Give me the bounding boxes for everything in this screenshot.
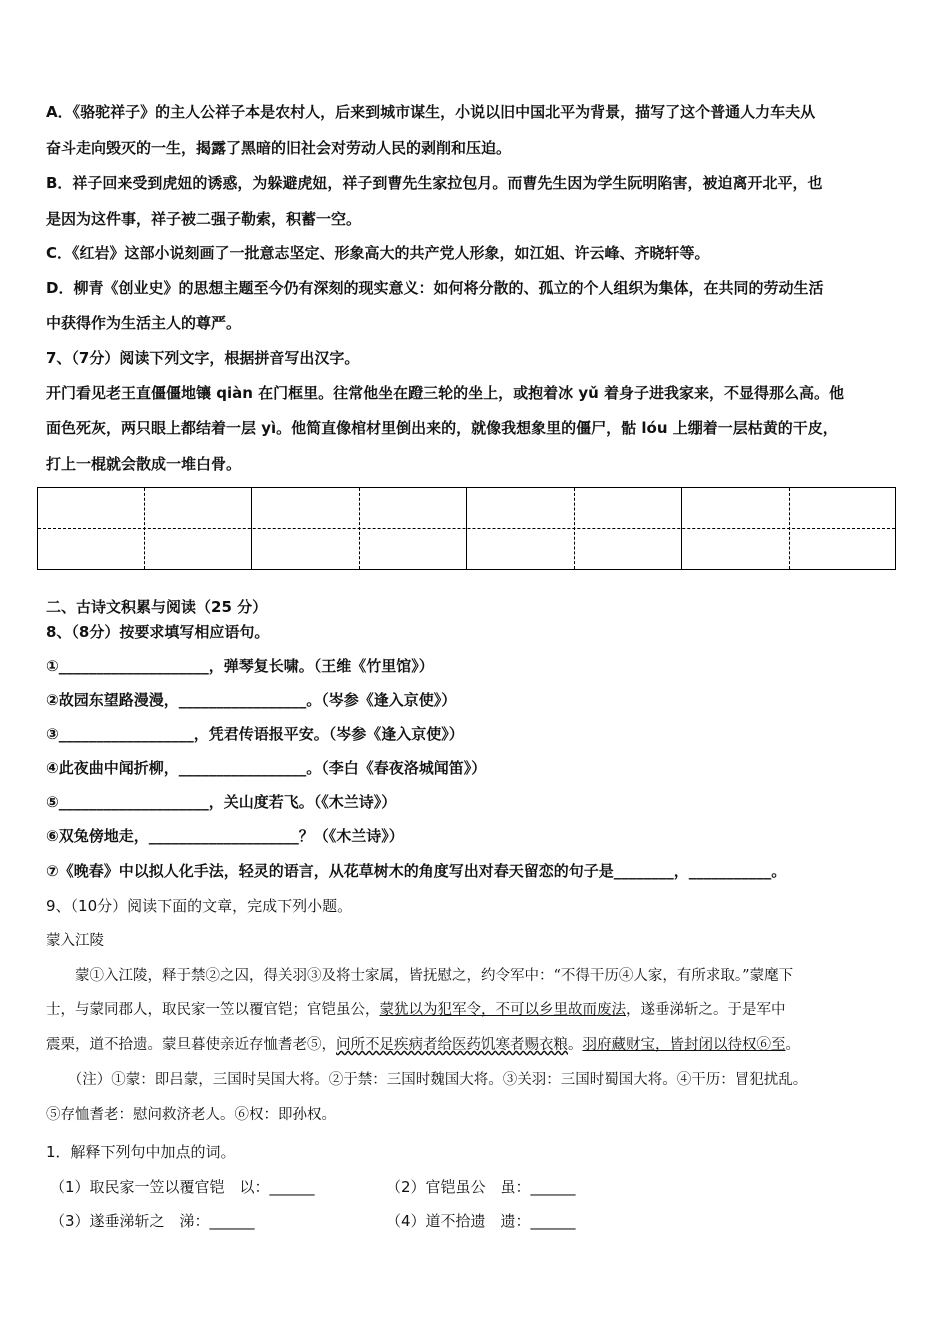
notes-line1: （注）①蒙：即吕蒙，三国时吴国大将。②于禁：三国时魏国大将。③关羽：三国时蜀国大将。④干历：冒犯扰乱。 xyxy=(46,1072,808,1088)
q8-item-6: ⑥双兔傍地走，____________________？（《木兰诗》） xyxy=(46,827,404,845)
q9-title: 9、（10分）阅读下面的文章，完成下列小题。 xyxy=(46,897,353,915)
option-b-line2: 是因为这件事，祥子被二强子勒索，积蓄一空。 xyxy=(46,210,362,228)
q7-line3: 打上一棍就会散成一堆白骨。 xyxy=(46,455,242,473)
q8-item-7: ⑦《晚春》中以拟人化手法，轻灵的语言，从花草树木的角度写出对春天留恋的句子是________，___________。 xyxy=(46,862,787,880)
underlined-sentence: 问所不足疾病者给医药饥寒者赐衣粮 xyxy=(336,1037,568,1053)
grid-divider xyxy=(574,488,575,569)
grid-divider xyxy=(681,488,682,569)
grid-divider xyxy=(359,488,360,569)
blank-3[interactable]: （3）遂垂涕斩之 涕：______ xyxy=(50,1212,255,1230)
text: 士，与蒙同郡人，取民家一笠以覆官铠；官铠虽公， xyxy=(46,1002,380,1018)
section-2-heading: 二、古诗文积累与阅读（25 分） xyxy=(46,598,268,616)
option-b-line1: B．祥子回来受到虎妞的诱惑，为躲避虎妞，祥子到曹先生家拉包月。而曹先生因为学生阮明陷害，被迫离开北平，也 xyxy=(46,174,823,192)
grid-divider xyxy=(466,488,467,569)
q7-line2: 面色死灰，两只眼上都结着一层 yì。他简直像棺材里倒出来的，就像我想象里的僵尸，骷 lóu 上绷着一层枯黄的干皮， xyxy=(46,419,838,437)
q8-item-5: ⑤____________________，关山度若飞。（《木兰诗》） xyxy=(46,793,397,811)
blank-2[interactable]: （2）官铠虽公 虽：______ xyxy=(386,1178,576,1196)
answer-grid[interactable] xyxy=(37,487,896,570)
option-d-line2: 中获得作为生活主人的尊严。 xyxy=(46,314,242,332)
q8-item-2: ②故园东望路漫漫，_________________。（岑参《逢入京使》） xyxy=(46,691,457,709)
q8-item-4: ④此夜曲中闻折柳，_________________。（李白《春夜洛城闻笛》） xyxy=(46,759,487,777)
option-c: C．《红岩》这部小说刻画了一批意志坚定、形象高大的共产党人形象，如江姐、许云峰、齐晓轩等。 xyxy=(46,244,710,262)
q8-title: 8、（8分）按要求填写相应语句。 xyxy=(46,623,270,641)
underlined-sentence: 蒙犹以为犯军令，不可以乡里故而废法 xyxy=(379,1002,626,1018)
notes-line2: ⑤存恤耆老：慰问救济老人。⑥权：即孙权。 xyxy=(46,1107,336,1123)
underlined-sentence: 羽府藏财宝，皆封闭以待权⑥至 xyxy=(582,1037,786,1053)
q8-item-1: ①____________________，弹琴复长啸。（王维《竹里馆》） xyxy=(46,657,434,675)
q7-title: 7、（7分）阅读下列文字，根据拼音写出汉字。 xyxy=(46,349,360,367)
text: ，遂垂涕斩之。于是军中 xyxy=(626,1002,786,1018)
passage-line1: 蒙①入江陵，释于禁②之囚，得关羽③及将士家属，皆抚慰之，约令军中：“不得干历④人家，有所求取。”蒙麾下 xyxy=(46,968,794,984)
option-d-line1: D．柳青《创业史》的思想主题至今仍有深刻的现实意义：如何将分散的、孤立的个人组织为集体，在共同的劳动生活 xyxy=(46,279,824,297)
grid-divider xyxy=(251,488,252,569)
blank-4[interactable]: （4）道不拾遗 遗：______ xyxy=(386,1212,576,1230)
q8-item-3: ③__________________，凭君传语报平安。（岑参《逢入京使》） xyxy=(46,725,464,743)
option-a-line2: 奋斗走向毁灭的一生，揭露了黑暗的旧社会对劳动人民的剥削和压迫。 xyxy=(46,139,512,157)
grid-divider xyxy=(144,488,145,569)
text: 震栗，道不拾遗。蒙旦暮使亲近存恤耆老⑤， xyxy=(46,1037,336,1053)
option-a-line1: A．《骆驼祥子》的主人公祥子本是农村人，后来到城市谋生，小说以旧中国北平为背景，描写了这个普通人力车夫从 xyxy=(46,103,816,121)
text: 。 xyxy=(568,1037,583,1053)
q7-line1: 开门看见老王直僵僵地镶 qiàn 在门框里。往常他坐在蹬三轮的坐上，或抱着冰 yǔ 着身子进我家来，不显得那么高。他 xyxy=(46,384,845,402)
text: 。 xyxy=(785,1037,800,1053)
blank-1[interactable]: （1）取民家一笠以覆官铠 以：______ xyxy=(50,1178,315,1196)
grid-divider xyxy=(789,488,790,569)
sub-question-1: 1．解释下列句中加点的词。 xyxy=(46,1143,236,1161)
passage-line3 xyxy=(46,1035,800,1055)
passage-line2 xyxy=(46,1000,786,1020)
passage-title: 蒙入江陵 xyxy=(46,933,104,949)
